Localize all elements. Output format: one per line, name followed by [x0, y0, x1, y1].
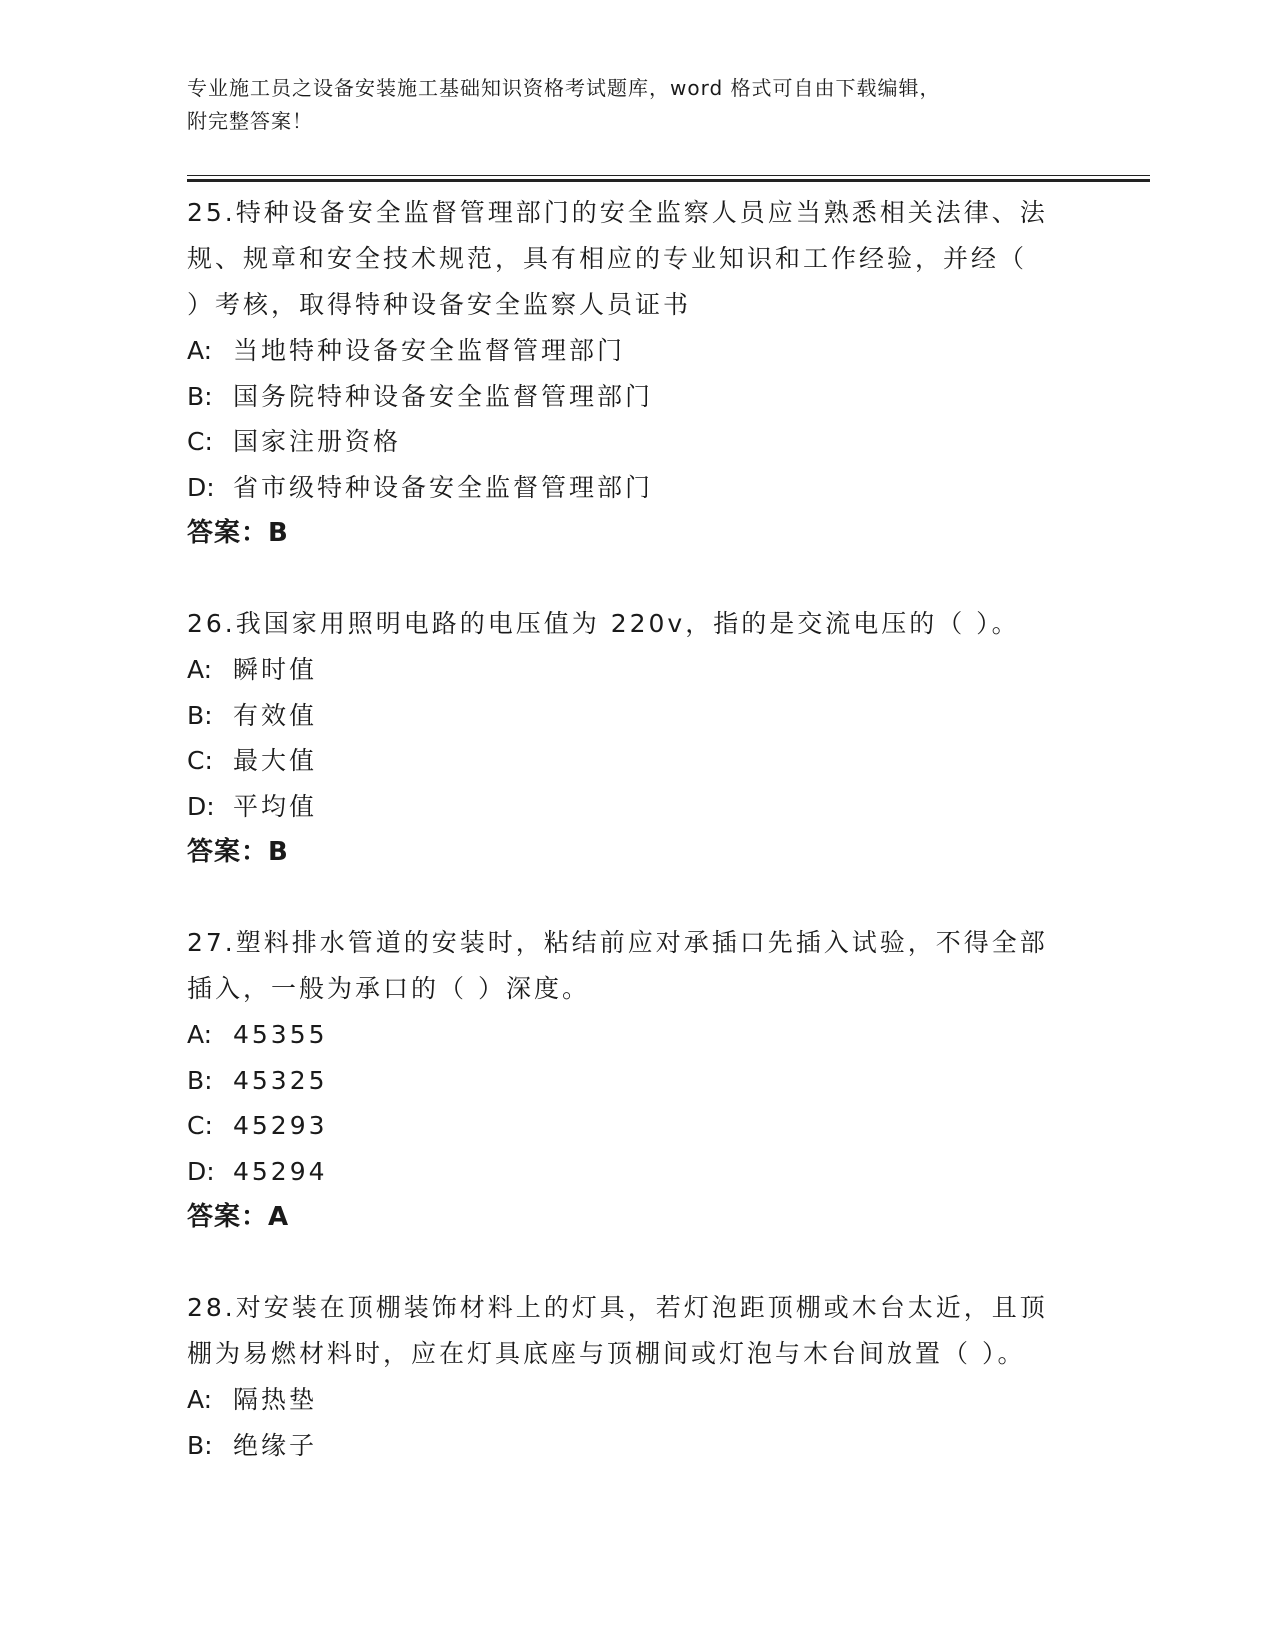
option-key: D:	[187, 472, 215, 502]
option-text: 国务院特种设备安全监督管理部门	[233, 381, 654, 411]
option-key: B:	[187, 1065, 213, 1095]
option-text: 最大值	[233, 746, 318, 775]
answer-option	[187, 328, 1087, 374]
option-key: C:	[187, 746, 213, 775]
question-stem-line: 棚为易燃材料时，应在灯具底座与顶棚间或灯泡与木台间放置（ ）。	[187, 1339, 1026, 1368]
option-key: D:	[187, 791, 215, 821]
answer-option	[187, 1423, 1087, 1469]
answer-option	[187, 1377, 1087, 1423]
header-divider-thin	[187, 175, 1150, 176]
option-key: A:	[187, 336, 213, 365]
question-stem-line: 25.特种设备安全监督管理部门的安全监察人员应当熟悉相关法律、法	[187, 198, 1048, 227]
question-stem-line: 27.塑料排水管道的安装时，粘结前应对承插口先插入试验，不得全部	[187, 928, 1048, 957]
answer-line: 答案：B	[187, 518, 289, 548]
question-block	[187, 920, 1087, 1240]
answer-option	[187, 693, 1087, 739]
answer-line: 答案：A	[187, 1202, 290, 1232]
answer-line: 答案：B	[187, 837, 289, 867]
option-key: C:	[187, 427, 213, 456]
option-text: 45325	[233, 1065, 328, 1095]
header-line-2: 附完整答案！	[187, 109, 313, 133]
answer-option	[187, 647, 1087, 693]
option-text: 45293	[233, 1111, 328, 1140]
question-block	[187, 190, 1087, 556]
answer-option	[187, 1058, 1087, 1104]
answer-option	[187, 738, 1087, 784]
question-block	[187, 601, 1087, 875]
question-list	[187, 190, 1087, 1513]
question-stem-line: 规、规章和安全技术规范，具有相应的专业知识和工作经验，并经（	[187, 244, 1028, 273]
option-text: 45294	[233, 1156, 328, 1186]
answer-option	[187, 465, 1087, 511]
header-divider-thick	[187, 179, 1150, 182]
answer-option	[187, 1103, 1087, 1149]
option-text: 45355	[233, 1020, 328, 1049]
option-text: 国家注册资格	[233, 427, 402, 456]
option-key: B:	[187, 700, 213, 730]
question-stem-line: 28.对安装在顶棚装饰材料上的灯具，若灯泡距顶棚或木台太近，且顶	[187, 1293, 1048, 1322]
option-text: 当地特种设备安全监督管理部门	[233, 336, 626, 365]
option-key: D:	[187, 1156, 215, 1186]
option-key: B:	[187, 381, 213, 411]
option-key: B:	[187, 1430, 213, 1460]
option-text: 隔热垫	[233, 1385, 318, 1414]
question-stem-line: 26.我国家用照明电路的电压值为 220v，指的是交流电压的（ ）。	[187, 609, 1020, 638]
answer-option	[187, 419, 1087, 465]
answer-option	[187, 1012, 1087, 1058]
option-text: 省市级特种设备安全监督管理部门	[233, 472, 654, 502]
option-text: 绝缘子	[233, 1430, 318, 1460]
question-block	[187, 1285, 1087, 1468]
document-header	[187, 72, 1077, 138]
option-key: A:	[187, 1385, 213, 1414]
answer-option	[187, 374, 1087, 420]
option-key: C:	[187, 1111, 213, 1140]
question-stem-line: ）考核，取得特种设备安全监察人员证书	[187, 290, 692, 319]
option-text: 瞬时值	[233, 655, 318, 684]
question-stem-line: 插入，一般为承口的（ ）深度。	[187, 974, 590, 1003]
option-key: A:	[187, 655, 213, 684]
option-key: A:	[187, 1020, 213, 1049]
option-text: 平均值	[233, 791, 318, 821]
answer-option	[187, 784, 1087, 830]
option-text: 有效值	[233, 700, 318, 730]
answer-option	[187, 1149, 1087, 1195]
header-line-1: 专业施工员之设备安装施工基础知识资格考试题库，word 格式可自由下载编辑，	[187, 76, 941, 100]
